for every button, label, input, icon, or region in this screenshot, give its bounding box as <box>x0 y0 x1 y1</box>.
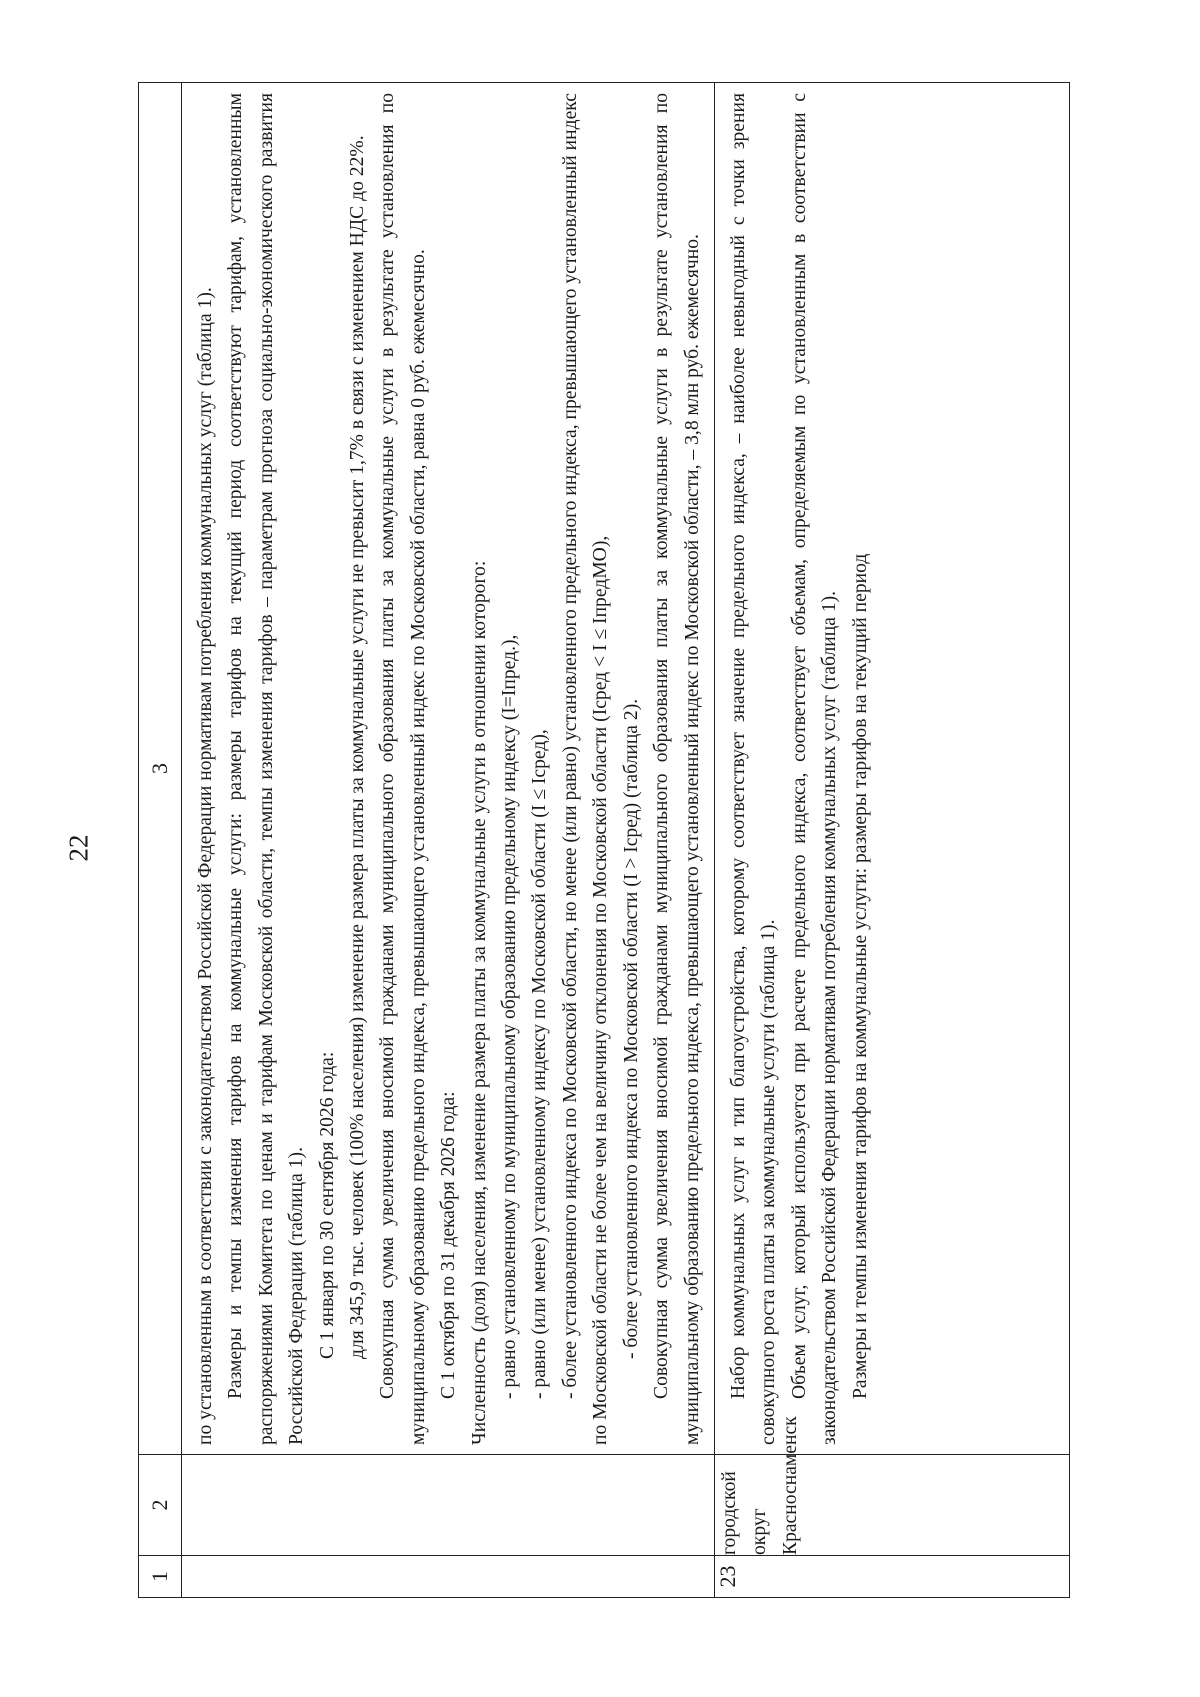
paragraph: С 1 января по 30 сентября 2026 года: <box>316 1051 338 1359</box>
paragraph: Совокупная сумма увеличения вносимой гражданами муниципального образования платы за коммунальные услуги в результате установления по муниципальному образованию предельного индекса, превышающего установленный индекс по Московской области, равна 0 руб. ежемесячно. <box>377 93 429 1445</box>
header-col-3: 3 <box>139 83 182 1455</box>
paragraph: Размеры и темпы изменения тарифов на коммунальные услуги: размеры тарифов на текущий период соответствуют тарифам, установленным распоряжениями Комитета по ценам и тарифам Московской области, темпы изменения тарифов – параметрам прогноза социально-экономического развития Российской Федерации (таблица 1). <box>225 93 308 1445</box>
paragraph: - равно установленному по муниципальному образованию предельному индексу (I=Iпред.), <box>499 634 521 1399</box>
paragraph: Совокупная сумма увеличения вносимой гражданами муниципального образования платы за коммунальные услуги в результате установления по муниципальному образованию предельного индекса, превышающего установленный индекс по Московской области, – 3,8 млн руб. ежемесячно. <box>651 93 703 1445</box>
row-23-number: 23 <box>714 1556 1069 1598</box>
document-table <box>138 82 1070 1598</box>
paragraph: Объем услуг, который используется при расчете предельного индекса, соответствует объемам, определяемым по установленным в соответствии с законодательством Российской Федерации нормативам потребления коммунальных услуг (таблица 1). <box>788 93 841 1445</box>
paragraph: для 345,9 тыс. человек (100% населения) изменение размера платы за коммунальные услуги не превысит 1,7% в связи с изменением НДС до 22%. <box>347 135 369 1359</box>
table-header-row <box>139 83 182 1598</box>
row-23-description <box>714 83 1069 1455</box>
rotated-table-container <box>138 83 1070 1598</box>
header-col-2: 2 <box>139 1455 182 1556</box>
header-col-1: 1 <box>139 1556 182 1598</box>
table-row-23 <box>714 83 1069 1598</box>
paragraph: Численность (доля) населения, изменение размера платы за коммунальные услуги в отношении которого: <box>468 560 490 1445</box>
row-23-description-text <box>715 83 882 1454</box>
paragraph: Размеры и темпы изменения тарифов на коммунальные услуги: размеры тарифов на текущий период <box>849 553 871 1399</box>
row-prev-number <box>182 1556 715 1598</box>
paragraph: - более установленного индекса по Московской области, но менее (или равно) установленного предельного индекса, превышающего установленный индекс по Московской области не более чем на величину отклонения по Московской области (Iсред < I ≤ IпредМО), <box>559 93 612 1445</box>
row-prev-description <box>182 83 715 1455</box>
paragraph: по установленным в соответствии с законодательством Российской Федерации нормативам потребления коммунальных услуг (таблица 1). <box>195 287 216 1445</box>
paragraph: С 1 октября по 31 декабря 2026 года: <box>438 1091 460 1399</box>
page-number: 22 <box>63 834 94 862</box>
row-prev-description-text <box>182 83 714 1454</box>
paragraph: Набор коммунальных услуг и тип благоустройства, которому соответствует значение предельного индекса, – наиболее невыгодный с точки зрения совокупного роста платы за коммунальные услуги (таблица 1). <box>727 93 780 1445</box>
row-23-municipality: городской округ Красноснаменск <box>714 1455 1069 1556</box>
row-prev-municipality <box>182 1455 715 1556</box>
paragraph: - более установленного индекса по Московской области (I > Iсред) (таблица 2). <box>620 698 642 1359</box>
table-row-continued <box>182 83 715 1598</box>
paragraph: - равно (или менее) установленному индексу по Московской области (I ≤ Iсред), <box>529 729 551 1399</box>
